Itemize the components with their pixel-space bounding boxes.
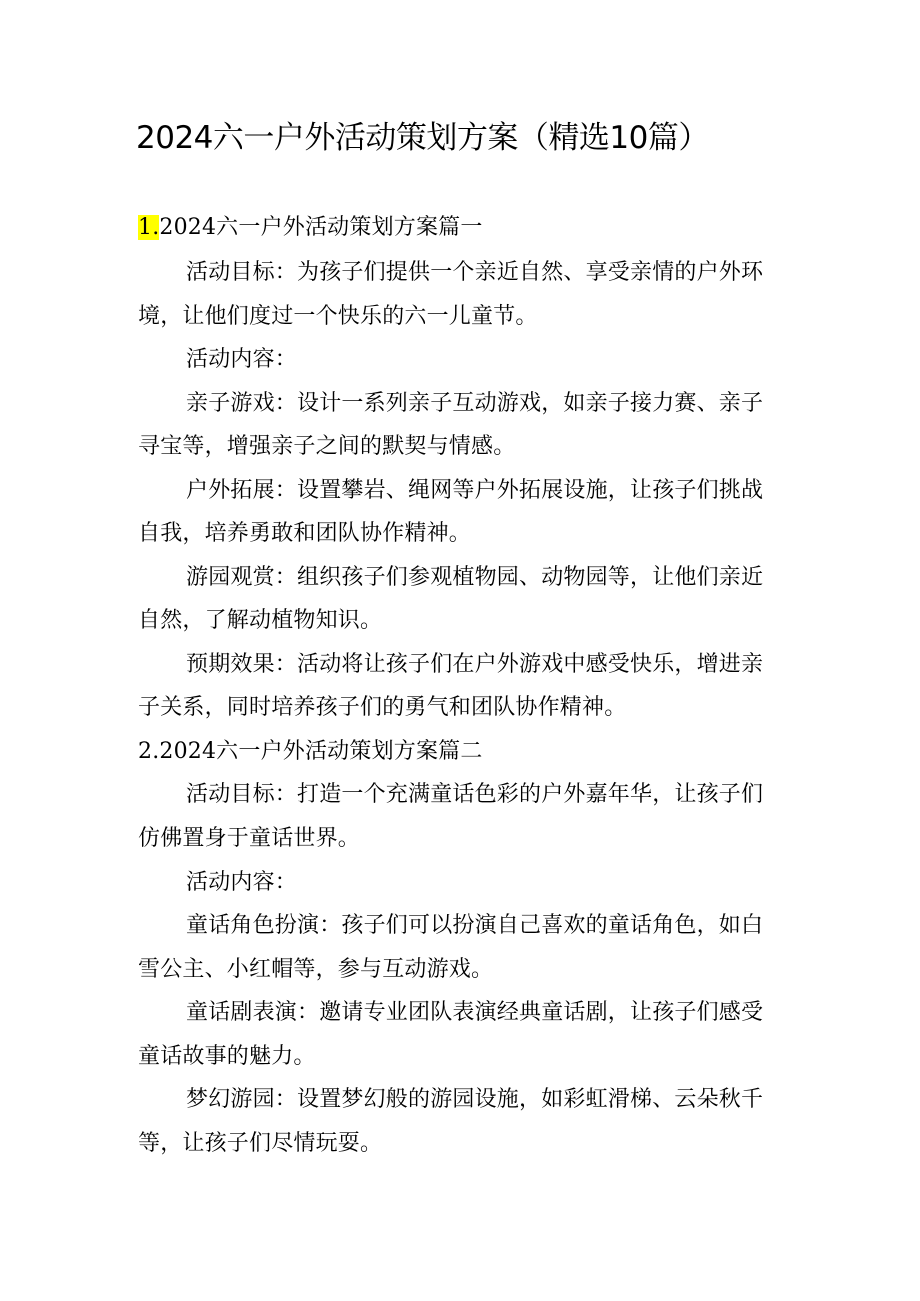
- paragraph-line: 仿佛置身于童话世界。: [138, 826, 361, 851]
- section-heading-text: 2024六一户外活动策划方案篇二: [159, 739, 483, 764]
- paragraph-line: 自我，培养勇敢和团队协作精神。: [138, 521, 472, 546]
- paragraph-line: 预期效果：活动将让孩子们在户外游戏中感受快乐，增进亲: [186, 652, 764, 677]
- section-heading-text: 2024六一户外活动策划方案篇一: [159, 215, 483, 240]
- paragraph-line: 梦幻游园：设置梦幻般的游园设施，如彩虹滑梯、云朵秋千: [186, 1087, 764, 1112]
- section-number: 2.: [138, 739, 160, 764]
- section-number-highlight: 1.: [138, 215, 160, 240]
- paragraph-line: 游园观赏：组织孩子们参观植物园、动物园等，让他们亲近: [186, 565, 764, 590]
- document-title: 2024六一户外活动策划方案（精选10篇）: [136, 120, 709, 156]
- paragraph-line: 童话剧表演：邀请专业团队表演经典童话剧，让孩子们感受: [186, 1000, 764, 1025]
- paragraph-line: 子关系，同时培养孩子们的勇气和团队协作精神。: [138, 695, 627, 720]
- paragraph-line: 童话故事的魅力。: [138, 1044, 316, 1069]
- paragraph-line: 户外拓展：设置攀岩、绳网等户外拓展设施，让孩子们挑战: [186, 478, 764, 503]
- paragraph-line: 等，让孩子们尽情玩耍。: [138, 1131, 383, 1156]
- section-heading-2: [138, 737, 483, 767]
- paragraph-line: 雪公主、小红帽等，参与互动游戏。: [138, 957, 494, 982]
- paragraph-line: 活动目标：打造一个充满童话色彩的户外嘉年华，让孩子们: [186, 782, 764, 807]
- paragraph-line: 境，让他们度过一个快乐的六一儿童节。: [138, 304, 538, 329]
- section-heading-1: [138, 213, 483, 243]
- paragraph-line: 活动目标：为孩子们提供一个亲近自然、享受亲情的户外环: [186, 260, 764, 285]
- paragraph-line: 童话角色扮演：孩子们可以扮演自己喜欢的童话角色，如白: [186, 913, 764, 938]
- paragraph-line: 活动内容：: [186, 347, 298, 372]
- paragraph-line: 亲子游戏：设计一系列亲子互动游戏，如亲子接力赛、亲子: [186, 391, 764, 416]
- paragraph-line: 活动内容：: [186, 870, 298, 895]
- paragraph-line: 自然，了解动植物知识。: [138, 608, 383, 633]
- paragraph-line: 寻宝等，增强亲子之间的默契与情感。: [138, 434, 516, 459]
